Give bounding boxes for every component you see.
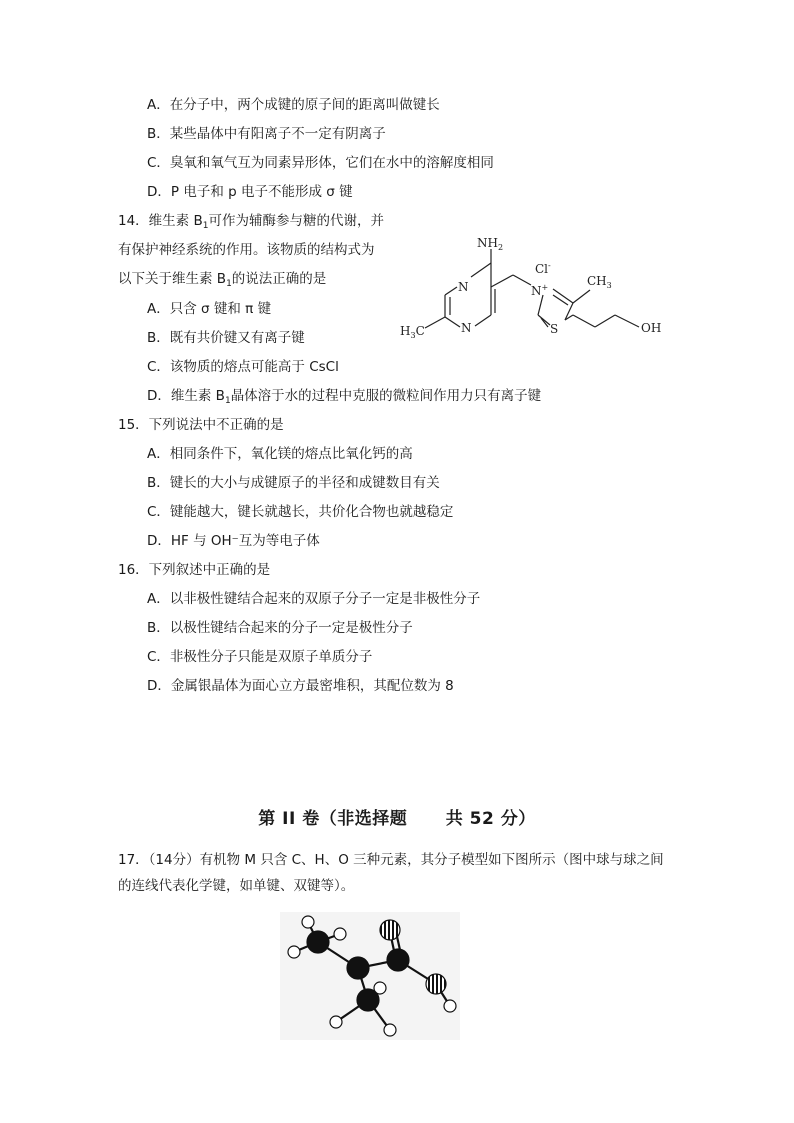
methyl-label: CH [587,274,607,288]
svg-text:N+ [531,283,548,298]
q16-option-b: B．以极性键结合起来的分子一定是极性分子 [147,620,413,636]
h3c-c: C [415,324,425,338]
section-title [0,804,794,829]
o-atom [426,974,446,994]
thiazole-s: S [550,322,559,336]
h-atom [288,946,300,958]
q13-option-d: D．P 电子和 p 电子不能形成 σ 键 [147,184,353,200]
q13-option-b: B．某些晶体中有阳离子不一定有阴离子 [147,126,386,142]
q14-option-d [147,386,541,411]
svg-text:CH3 [587,274,612,290]
h-atom [334,928,346,940]
h3c-h: H [400,324,411,338]
q17-line1: 17．（14分）有机物 M 只含 C、H、O 三种元素，其分子模型如下图所示（图中球与球之间 [118,852,664,868]
pyrimidine-n1: N [458,280,469,294]
methyl-subscript: 3 [606,281,612,290]
q13-option-c: C．臭氧和氧气互为同素异形体，它们在水中的溶解度相同 [147,155,494,171]
svg-text:H3C [400,324,425,340]
c-atom [347,957,369,979]
chloride-label: Cl [535,262,549,276]
thiazolium-charge: + [541,283,549,292]
q15-stem: 15．下列说法中不正确的是 [118,417,284,433]
chloride-charge: - [548,261,551,270]
q15-option-c: C．键能越大，键长就越长，共价化合物也就越稳定 [147,504,454,520]
thiazolium-n: N [531,284,542,298]
c-atom [357,989,379,1011]
q14-sub3: 1 [224,396,231,406]
q17-line2: 的连线代表化学键，如单键、双键等）。 [118,878,355,894]
nh2-subscript: 2 [497,243,504,252]
q14-stem3-pre: 以下关于维生素 B [118,271,227,287]
q16-option-d: D．金属银晶体为面心立方最密堆积，其配位数为 8 [147,678,454,694]
q14-stem-line1 [118,211,384,236]
h-atom [302,916,314,928]
vitamin-b1-structure [395,235,680,350]
q13-option-a: A．在分子中，两个成键的原子间的距离叫做键长 [147,97,440,113]
q14-d-pre: D．维生素 B [147,388,225,404]
q14-sub2: 1 [226,279,232,289]
q14-stem1-post: 可作为辅酶参与糖的代谢，并 [208,213,384,229]
q14-stem3-post: 的说法正确的是 [231,271,327,287]
svg-text:NH2 [477,236,503,252]
q15-option-a: A．相同条件下，氧化镁的熔点比氧化钙的高 [147,446,413,462]
nh2-label: NH [477,236,498,250]
h-atom [384,1024,396,1036]
h3c-subscript: 3 [410,331,416,340]
q14-stem-line3 [118,269,326,294]
o-atom [380,920,400,940]
h-atom [444,1000,456,1012]
h-atom [330,1016,342,1028]
c-atom [307,931,329,953]
q14-d-post: 晶体溶于水的过程中克服的微粒间作用力只有离子键 [230,388,542,404]
q14-sub1: 1 [202,221,209,231]
q15-option-d: D．HF 与 OH⁻互为等电子体 [147,533,320,549]
q16-option-a: A．以非极性键结合起来的双原子分子一定是非极性分子 [147,591,481,607]
q15-option-b: B．键长的大小与成键原子的半径和成键数目有关 [147,475,440,491]
q16-option-c: C．非极性分子只能是双原子单质分子 [147,649,373,665]
molecule-model-image [280,912,460,1040]
c-atom [387,949,409,971]
svg-text:Cl- [535,261,551,276]
pyrimidine-n2: N [461,321,472,335]
q14-option-a: A．只含 σ 键和 π 键 [147,301,272,317]
hydroxyl-label: OH [641,321,662,335]
q16-stem: 16．下列叙述中正确的是 [118,562,271,578]
q14-option-c: C．该物质的熔点可能高于 CsCl [147,359,339,375]
q14-stem1-pre: 14．维生素 B [118,213,203,229]
q14-option-b: B．既有共价键又有离子键 [147,330,305,346]
section-title-text: 第 II 卷（非选择题 共 52 分） [258,809,536,829]
q14-stem-line2: 有保护神经系统的作用。该物质的结构式为 [118,242,375,258]
